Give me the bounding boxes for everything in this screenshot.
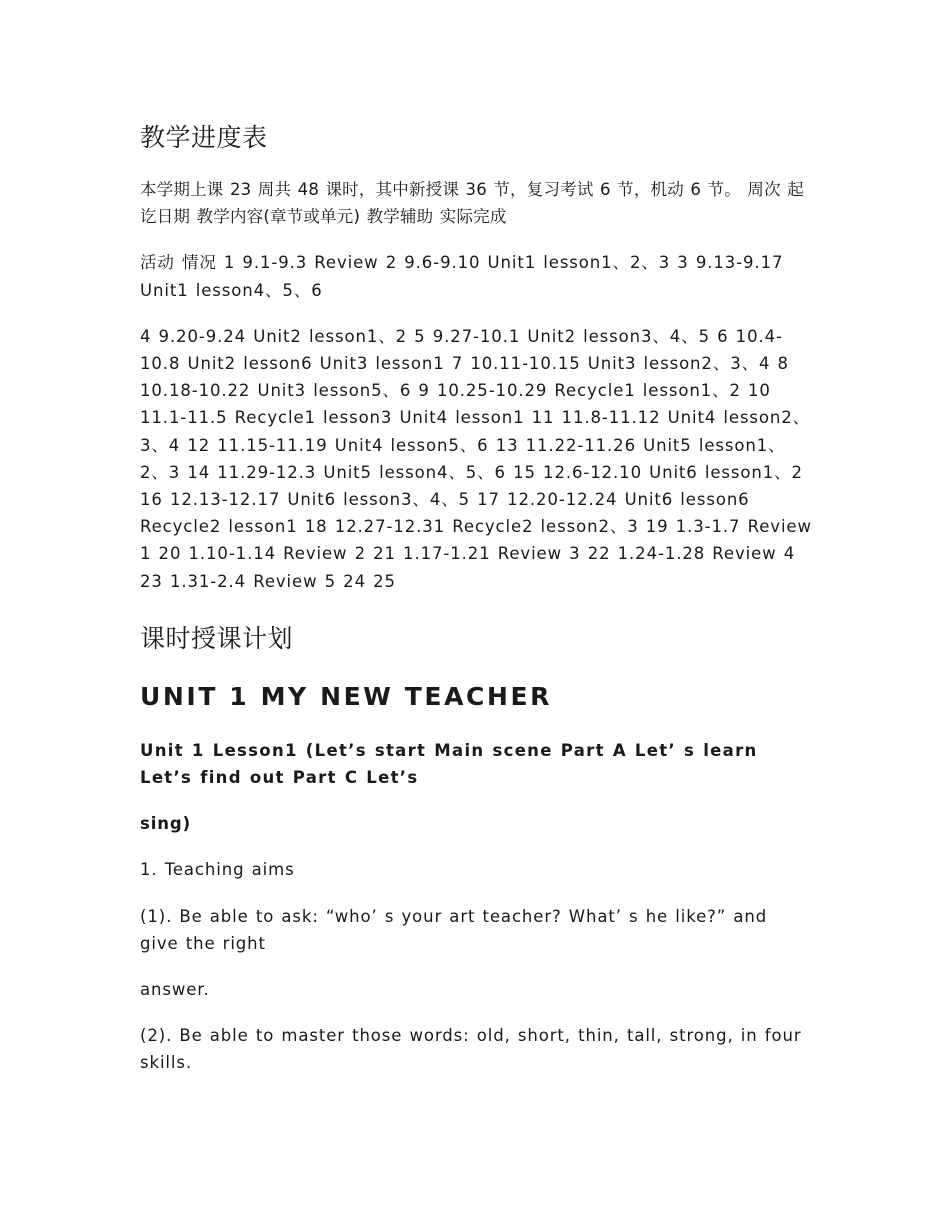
schedule-intro-paragraph: 本学期上课 23 周共 48 课时，其中新授课 36 节，复习考试 6 节，机动 6 节。 周次 起讫日期 教学内容(章节或单元) 教学辅助 实际完成 [140, 180, 804, 227]
lesson-heading-continued: sing) [140, 814, 192, 834]
schedule-weeks-continued-paragraph: 4 9.20-9.24 Unit2 lesson1、2 5 9.27-10.1 Unit2 lesson3、4、5 6 10.4-10.8 Unit2 lesson6 Unit3 lesson1 7 10.11-10.15 Unit3 lesson2、3、4 8 10.18-10.22 Unit3 lesson5、6 9 10.25-10.29 Recycle1 lesson1、2 10 11.1-11.5 Recycle1 lesson3 Unit4 lesson1 11 11.8-11.12 Unit4 lesson2、3、4 12 11.15-11.19 Unit4 lesson5、6 13 11.22-11.26 Unit5 lesson1、2、3 14 11.29-12.3 Unit5 lesson4、5、6 15 12.6-12.10 Unit6 lesson1、2 16 12.13-12.17 Unit6 lesson3、4、5 17 12.20-12.24 Unit6 lesson6 Recycle2 lesson1 18 12.27-12.31 Recycle2 lesson2、3 19 1.3-1.7 Review 1 20 1.10-1.14 Review 2 21 1.17-1.21 Review 3 22 1.24-1.28 Review 4 23 1.31-2.4 Review 5 24 25 [140, 326, 812, 591]
teaching-aims-heading: 1. Teaching aims [140, 860, 295, 880]
aim-1: (1). Be able to ask: “who’ s your art teacher? What’ s he like?” and give the right [140, 906, 768, 953]
unit-title: UNIT 1 MY NEW TEACHER [140, 681, 553, 711]
lesson-heading: Unit 1 Lesson1 (Let’s start Main scene Part A Let’ s learn Let’s find out Part C Let’s [140, 740, 758, 788]
aim-1-continued: answer. [140, 980, 210, 1000]
document-page [140, 116, 812, 1077]
schedule-title: 教学进度表 [140, 123, 268, 152]
plan-title: 课时授课计划 [140, 623, 294, 653]
schedule-weeks-paragraph: 活动 情况 1 9.1-9.3 Review 2 9.6-9.10 Unit1 lesson1、2、3 3 9.13-9.17 Unit1 lesson4、5、6 [140, 253, 784, 300]
aim-2: (2). Be able to master those words: old, short, thin, tall, strong, in four skills. [140, 1026, 802, 1073]
